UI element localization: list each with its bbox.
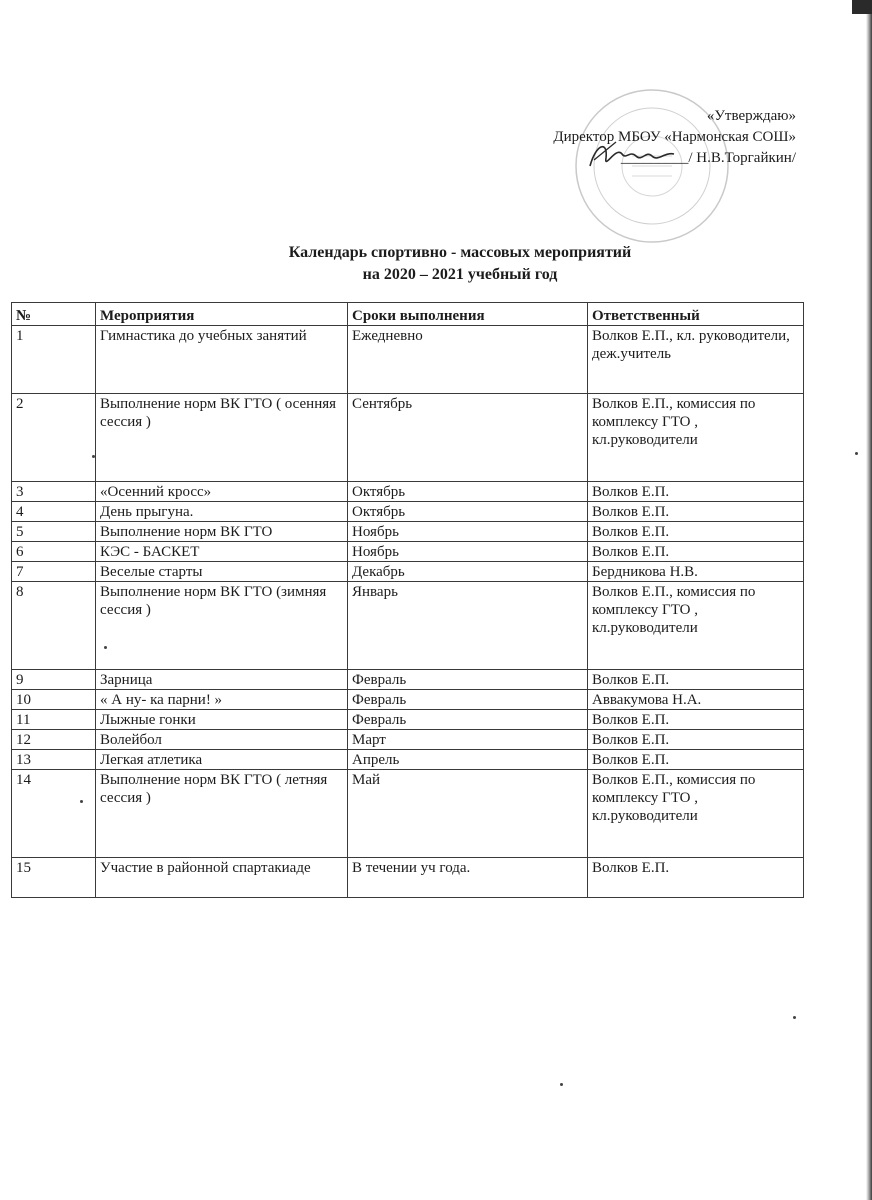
row-number: 3: [12, 482, 96, 502]
row-number: 15: [12, 858, 96, 898]
row-responsible: Волков Е.П., комиссия по комплексу ГТО , кл.руководители: [588, 770, 804, 858]
row-event: Выполнение норм ВК ГТО ( осенняя сессия ): [96, 394, 348, 482]
header-date: Сроки выполнения: [348, 303, 588, 326]
signer-line: _________/ Н.В.Торгайкин/: [620, 150, 796, 166]
row-date: Октябрь: [348, 502, 588, 522]
table-row: [12, 394, 804, 482]
table-header-row: [12, 303, 804, 326]
scan-speck: [80, 800, 83, 803]
row-date: Февраль: [348, 690, 588, 710]
row-number: 11: [12, 710, 96, 730]
scan-speck: [104, 646, 107, 649]
table-row: [12, 770, 804, 858]
row-responsible: Волков Е.П.: [588, 502, 804, 522]
row-responsible: Волков Е.П.: [588, 750, 804, 770]
row-number: 10: [12, 690, 96, 710]
row-number: 12: [12, 730, 96, 750]
row-responsible: Волков Е.П.: [588, 730, 804, 750]
row-number: 8: [12, 582, 96, 670]
row-responsible: Волков Е.П., комиссия по комплексу ГТО , кл.руководители: [588, 582, 804, 670]
row-date: Январь: [348, 582, 588, 670]
row-number: 13: [12, 750, 96, 770]
table-row: [12, 582, 804, 670]
document-title: [0, 242, 872, 286]
row-event: КЭС - БАСКЕТ: [96, 542, 348, 562]
row-responsible: Аввакумова Н.А.: [588, 690, 804, 710]
row-event: Участие в районной спартакиаде: [96, 858, 348, 898]
row-event: Волейбол: [96, 730, 348, 750]
row-responsible: Бердникова Н.В.: [588, 562, 804, 582]
title-line-1: Календарь спортивно - массовых мероприятий: [288, 244, 632, 261]
row-date: Ноябрь: [348, 542, 588, 562]
row-date: Февраль: [348, 670, 588, 690]
handwritten-signature: [586, 136, 678, 176]
table-row: [12, 542, 804, 562]
row-number: 1: [12, 326, 96, 394]
row-date: Апрель: [348, 750, 588, 770]
table-row: [12, 690, 804, 710]
row-date: Ежедневно: [348, 326, 588, 394]
row-event: Зарница: [96, 670, 348, 690]
table-row: [12, 670, 804, 690]
row-event: Легкая атлетика: [96, 750, 348, 770]
table-row: [12, 710, 804, 730]
table-row: [12, 502, 804, 522]
row-event: Выполнение норм ВК ГТО: [96, 522, 348, 542]
scan-speck: [793, 1016, 796, 1019]
title-line-2: на 2020 – 2021 учебный год: [362, 266, 558, 283]
row-event: « А ну- ка парни! »: [96, 690, 348, 710]
row-responsible: Волков Е.П., кл. руководители, деж.учитель: [588, 326, 804, 394]
row-date: В течении уч года.: [348, 858, 588, 898]
row-event: День прыгуна.: [96, 502, 348, 522]
events-table: [11, 302, 804, 898]
row-date: Ноябрь: [348, 522, 588, 542]
header-event: Мероприятия: [96, 303, 348, 326]
row-event: Лыжные гонки: [96, 710, 348, 730]
scan-speck: [855, 452, 858, 455]
row-number: 5: [12, 522, 96, 542]
scan-corner: [852, 0, 872, 14]
row-number: 9: [12, 670, 96, 690]
row-event: «Осенний кросс»: [96, 482, 348, 502]
row-number: 7: [12, 562, 96, 582]
row-date: Май: [348, 770, 588, 858]
row-responsible: Волков Е.П.: [588, 522, 804, 542]
row-number: 6: [12, 542, 96, 562]
row-date: Сентябрь: [348, 394, 588, 482]
row-event: Веселые старты: [96, 562, 348, 582]
table-row: [12, 750, 804, 770]
row-responsible: Волков Е.П.: [588, 710, 804, 730]
row-responsible: Волков Е.П.: [588, 482, 804, 502]
row-number: 4: [12, 502, 96, 522]
scan-speck: [560, 1083, 563, 1086]
scan-edge: [866, 0, 872, 1200]
director-line: Директор МБОУ «Нармонская СОШ»: [553, 129, 796, 145]
header-responsible: Ответственный: [588, 303, 804, 326]
row-date: Март: [348, 730, 588, 750]
row-responsible: Волков Е.П., комиссия по комплексу ГТО , кл.руководители: [588, 394, 804, 482]
row-event: Гимнастика до учебных занятий: [96, 326, 348, 394]
table-row: [12, 482, 804, 502]
row-date: Февраль: [348, 710, 588, 730]
scan-speck: [92, 455, 95, 458]
row-responsible: Волков Е.П.: [588, 670, 804, 690]
row-event: Выполнение норм ВК ГТО (зимняя сессия ): [96, 582, 348, 670]
table-row: [12, 326, 804, 394]
table-row: [12, 858, 804, 898]
row-number: 2: [12, 394, 96, 482]
row-responsible: Волков Е.П.: [588, 858, 804, 898]
header-number: №: [12, 303, 96, 326]
table-row: [12, 730, 804, 750]
row-event: Выполнение норм ВК ГТО ( летняя сессия ): [96, 770, 348, 858]
row-number: 14: [12, 770, 96, 858]
table-row: [12, 562, 804, 582]
row-date: Декабрь: [348, 562, 588, 582]
row-responsible: Волков Е.П.: [588, 542, 804, 562]
approval-label: «Утверждаю»: [706, 108, 796, 124]
table-row: [12, 522, 804, 542]
row-date: Октябрь: [348, 482, 588, 502]
